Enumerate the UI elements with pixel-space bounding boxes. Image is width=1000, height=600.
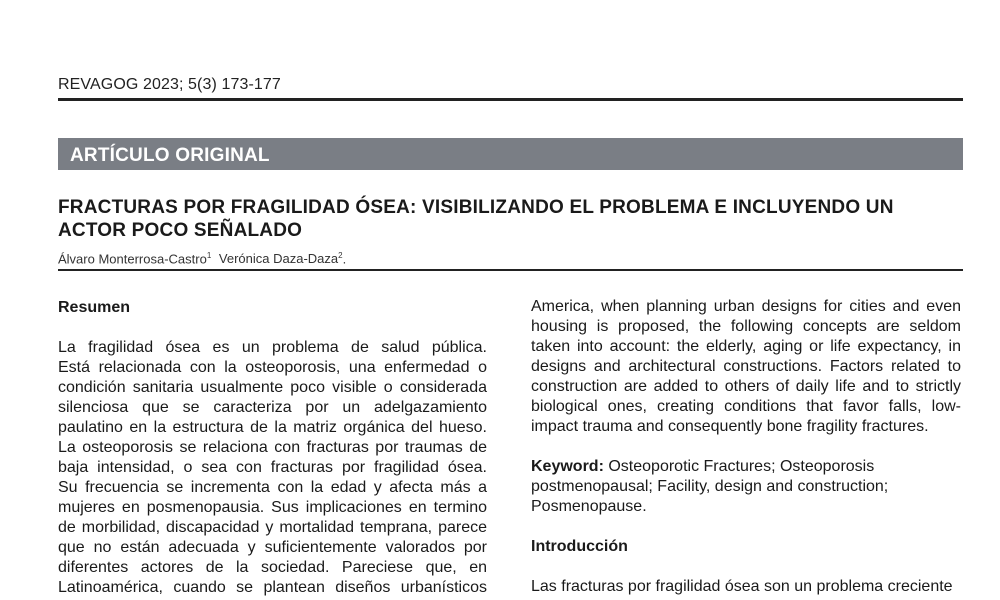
introduccion-heading: Introducción [531, 538, 628, 555]
author-name: Verónica Daza-Daza [218, 251, 339, 267]
author-affiliation: 2 [338, 251, 343, 260]
text-line: taken into account: the elderly, aging or life expectancy, in [531, 338, 961, 355]
text-line: condición sanitaria usualmente poco visible o considerada [58, 379, 487, 396]
text-line: baja intensidad, o sea con fracturas por fragilidad ósea. [58, 459, 487, 476]
text-line: paulatino en la estructura de la matriz orgánica del hueso. [58, 419, 487, 436]
text-line: La fragilidad ósea es un problema de salud pública. [58, 339, 487, 356]
article-title: FRACTURAS POR FRAGILIDAD ÓSEA: VISIBILIZANDO EL PROBLEMA E INCLUYENDO UN ACTOR POCO SEÑALADO [58, 197, 894, 241]
resumen-body [58, 338, 487, 598]
text-line: postmenopausal; Facility, design and construction; [531, 478, 889, 495]
text-line: Posmenopause. [531, 498, 647, 515]
text-line: construction are added to others of daily life and to strictly [531, 378, 961, 395]
authors-divider [58, 269, 963, 271]
text-line: Latinoamérica, cuando se plantean diseños urbanísticos [58, 579, 487, 596]
keywords-label: Keyword: [531, 458, 604, 475]
text-line: Está relacionada con la osteoporosis, una enfermedad o [58, 359, 487, 376]
text-line: housing is proposed, the following concepts are seldom [531, 318, 961, 335]
text-line: diferentes actores de la sociedad. Pareciese que, en [58, 559, 487, 576]
resumen-heading: Resumen [58, 299, 131, 316]
abstract-continued [531, 297, 961, 437]
header-divider [58, 98, 963, 101]
text-line: America, when planning urban designs for cities and even [531, 298, 961, 315]
text-line: Su frecuencia se incrementa con la edad y afecta más a [58, 479, 487, 496]
text-line: silenciosa que se caracteriza por un adelgazamiento [58, 399, 487, 416]
introduccion-body [531, 577, 961, 597]
left-column [58, 298, 487, 598]
author-name: Álvaro Monterrosa-Castro [58, 251, 207, 267]
text-line: que no están adecuada y suficientemente valorados por [58, 539, 487, 556]
author-list [58, 251, 346, 266]
text-line: La osteoporosis se relaciona con fracturas por traumas de [58, 439, 487, 456]
text-line: biological ones, creating conditions that favor falls, low- [531, 398, 961, 415]
text-line: Osteoporotic Fractures; Osteoporosis [603, 458, 875, 475]
right-column [531, 297, 961, 597]
text-line: de morbilidad, discapacidad y mortalidad temprana, parece [58, 519, 487, 536]
text-line: mujeres en posmenopausia. Sus implicaciones en termino [58, 499, 487, 516]
section-banner [58, 138, 963, 170]
keywords-block [531, 457, 961, 517]
text-line: impact trauma and consequently bone fragility fractures. [531, 418, 929, 435]
text-line: designs and architectural constructions. Factors related to [531, 358, 961, 375]
text-line: Las fracturas por fragilidad ósea son un problema creciente [531, 578, 953, 595]
journal-reference: REVAGOG 2023; 5(3) 173-177 [58, 76, 281, 93]
author-affiliation: 1 [206, 251, 212, 260]
author-list-end: . [342, 251, 347, 267]
section-label: ARTÍCULO ORIGINAL [70, 145, 270, 166]
